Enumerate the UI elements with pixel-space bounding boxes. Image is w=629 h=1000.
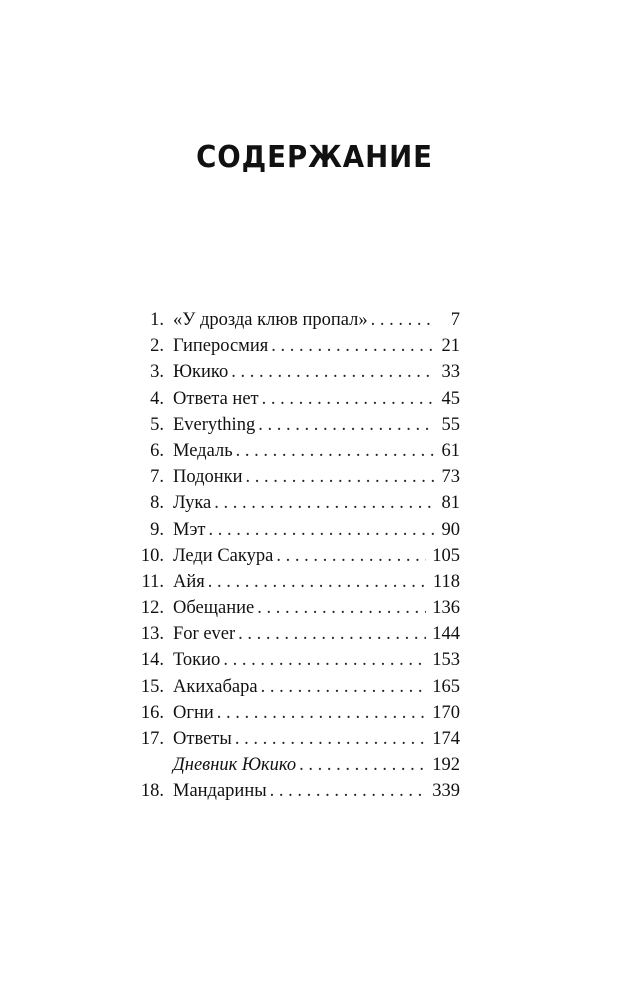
toc-entry bbox=[130, 755, 460, 781]
chapter-title: Айя bbox=[173, 571, 205, 592]
chapter-number: 12. bbox=[140, 598, 164, 619]
chapter-title: Леди Сакура bbox=[173, 545, 274, 566]
page-number: 165 bbox=[432, 676, 460, 697]
page-number: 192 bbox=[432, 755, 460, 776]
toc-entry bbox=[130, 493, 460, 519]
toc-entry bbox=[130, 467, 460, 493]
dot-leader bbox=[235, 729, 426, 750]
chapter-title: Медаль bbox=[173, 440, 233, 461]
chapter-title: For ever bbox=[173, 624, 236, 645]
page-number: 90 bbox=[441, 519, 460, 540]
dot-leader bbox=[258, 415, 434, 436]
chapter-number: 8. bbox=[150, 493, 164, 514]
chapter-number: 4. bbox=[150, 388, 164, 409]
dot-leader bbox=[257, 598, 426, 619]
chapter-title: Гиперосмия bbox=[173, 336, 269, 357]
dot-leader bbox=[246, 467, 434, 488]
dot-leader bbox=[299, 755, 426, 776]
page-number: 81 bbox=[441, 493, 460, 514]
dot-leader bbox=[271, 336, 434, 357]
page-number: 73 bbox=[441, 467, 460, 488]
dot-leader bbox=[208, 572, 427, 593]
dot-leader bbox=[208, 520, 434, 541]
page-number: 45 bbox=[441, 388, 460, 409]
chapter-title: Everything bbox=[173, 414, 256, 435]
dot-leader bbox=[276, 546, 426, 567]
page-number: 153 bbox=[432, 650, 460, 671]
page-number: 61 bbox=[441, 440, 460, 461]
chapter-number: 15. bbox=[140, 676, 164, 697]
table-of-contents bbox=[130, 310, 460, 808]
chapter-title: Юкико bbox=[173, 362, 229, 383]
page-title: СОДЕРЖАНИЕ bbox=[196, 140, 433, 175]
chapter-title: «У дрозда клюв пропал» bbox=[173, 310, 368, 330]
toc-entry bbox=[130, 598, 460, 624]
chapter-title: Лука bbox=[173, 493, 212, 514]
chapter-number: 1. bbox=[150, 310, 164, 330]
toc-entry bbox=[130, 310, 460, 336]
toc-entry bbox=[130, 546, 460, 572]
dot-leader bbox=[217, 703, 427, 724]
chapter-number: 7. bbox=[150, 467, 164, 488]
page-number: 339 bbox=[432, 781, 460, 802]
page-number: 7 bbox=[450, 310, 460, 330]
page-number: 33 bbox=[441, 362, 460, 383]
dot-leader bbox=[261, 677, 427, 698]
chapter-title: Дневник Юкико bbox=[173, 755, 297, 776]
page-number: 174 bbox=[432, 729, 460, 749]
dot-leader bbox=[262, 389, 434, 410]
page-number: 144 bbox=[432, 624, 460, 645]
dot-leader bbox=[238, 624, 426, 645]
chapter-number: 9. bbox=[150, 519, 164, 540]
chapter-title: Мандарины bbox=[173, 781, 267, 802]
chapter-title: Огни bbox=[173, 702, 214, 723]
chapter-title: Ответы bbox=[173, 729, 232, 749]
chapter-number: 5. bbox=[150, 414, 164, 435]
chapter-number: 16. bbox=[140, 702, 164, 723]
toc-entry bbox=[130, 703, 460, 729]
toc-entry bbox=[130, 415, 460, 441]
chapter-number: 3. bbox=[150, 362, 164, 383]
toc-entry bbox=[130, 336, 460, 362]
chapter-number: 2. bbox=[150, 336, 164, 357]
chapter-title: Обещание bbox=[173, 598, 255, 619]
toc-entry bbox=[130, 624, 460, 650]
toc-entry bbox=[130, 389, 460, 415]
dot-leader bbox=[270, 781, 427, 802]
toc-entry bbox=[130, 781, 460, 807]
toc-entry bbox=[130, 650, 460, 676]
chapter-number: 14. bbox=[140, 650, 164, 671]
chapter-number: 11. bbox=[141, 571, 164, 592]
toc-entry bbox=[130, 729, 460, 755]
chapter-number: 6. bbox=[150, 440, 164, 461]
page-number: 105 bbox=[432, 545, 460, 566]
dot-leader bbox=[223, 650, 426, 671]
toc-entry bbox=[130, 677, 460, 703]
chapter-number: 13. bbox=[140, 624, 164, 645]
chapter-title: Ответа нет bbox=[173, 388, 259, 409]
dot-leader bbox=[214, 493, 434, 514]
toc-entry bbox=[130, 362, 460, 388]
toc-entry bbox=[130, 572, 460, 598]
dot-leader bbox=[231, 362, 434, 383]
chapter-title: Подонки bbox=[173, 467, 243, 488]
page-number: 21 bbox=[441, 336, 460, 357]
dot-leader bbox=[236, 441, 434, 462]
chapter-title: Токио bbox=[173, 650, 221, 671]
toc-entry bbox=[130, 520, 460, 546]
page-number: 118 bbox=[432, 571, 460, 592]
chapter-title: Мэт bbox=[173, 519, 206, 540]
page-number: 55 bbox=[441, 414, 460, 435]
toc-entry bbox=[130, 441, 460, 467]
chapter-number: 10. bbox=[140, 545, 164, 566]
dot-leader bbox=[371, 310, 434, 331]
chapter-title: Акихабара bbox=[173, 676, 258, 697]
page-number: 170 bbox=[432, 702, 460, 723]
page-number: 136 bbox=[432, 598, 460, 619]
chapter-number: 17. bbox=[140, 729, 164, 749]
chapter-number: 18. bbox=[140, 781, 164, 802]
